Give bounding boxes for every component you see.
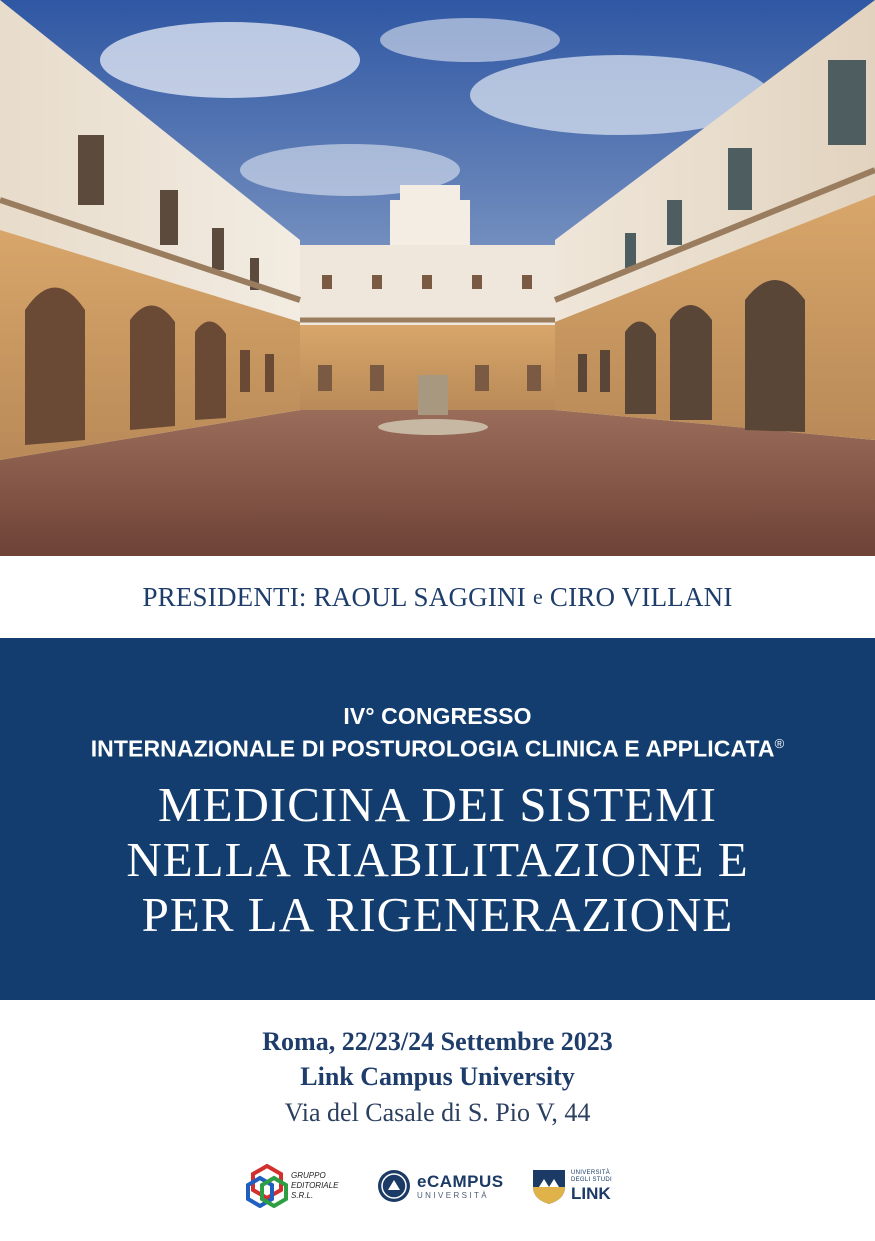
ecampus-seal-icon	[377, 1169, 411, 1203]
ecampus-name: eCAMPUS	[417, 1171, 504, 1191]
sponsor-logos	[0, 1162, 875, 1210]
main-title	[0, 777, 875, 942]
main-title-line-1: MEDICINA DEI SISTEMI	[158, 776, 717, 832]
congress-line-2-text: INTERNAZIONALE DI POSTUROLOGIA CLINICA E APPLICATA	[90, 735, 775, 762]
gruppo-editoriale-logo	[246, 1162, 338, 1210]
event-details	[0, 1024, 875, 1132]
ecampus-wordmark	[417, 1173, 504, 1200]
registered-mark: ®	[774, 736, 785, 751]
congress-line-1: IV° CONGRESSO	[343, 703, 532, 729]
ge-line-1: GRUPPO	[291, 1171, 326, 1180]
main-title-line-3: PER LA RIGENERAZIONE	[141, 886, 734, 942]
gruppo-editoriale-icon	[246, 1164, 288, 1208]
ge-line-3: S.R.L.	[291, 1191, 314, 1200]
event-date: Roma, 22/23/24 Settembre 2023	[262, 1027, 613, 1056]
link-name: LINK	[571, 1184, 611, 1203]
title-band	[0, 638, 875, 1000]
congress-line-2	[0, 730, 875, 763]
main-title-line-2: NELLA RIABILITAZIONE E	[126, 831, 749, 887]
link-wordmark	[571, 1170, 612, 1202]
link-small-2: DEGLI STUDI	[571, 1177, 612, 1183]
presidents-line	[0, 556, 875, 638]
ecampus-sub: UNIVERSITÀ	[417, 1190, 490, 1200]
congress-heading	[0, 638, 875, 763]
presidents-label: PRESIDENTI: RAOUL SAGGINI	[142, 581, 526, 612]
link-small-1: UNIVERSITÀ	[571, 1170, 611, 1176]
link-university-logo	[531, 1162, 612, 1210]
link-shield-icon	[531, 1167, 567, 1205]
gruppo-editoriale-text	[291, 1171, 338, 1201]
presidents-joiner: e	[532, 584, 543, 609]
president-second: CIRO VILLANI	[549, 581, 733, 612]
event-address: Via del Casale di S. Pio V, 44	[284, 1098, 591, 1127]
courtyard-photo	[0, 0, 875, 556]
event-venue: Link Campus University	[300, 1062, 575, 1091]
ecampus-logo	[377, 1162, 504, 1210]
ge-line-2: EDITORIALE	[291, 1181, 339, 1190]
